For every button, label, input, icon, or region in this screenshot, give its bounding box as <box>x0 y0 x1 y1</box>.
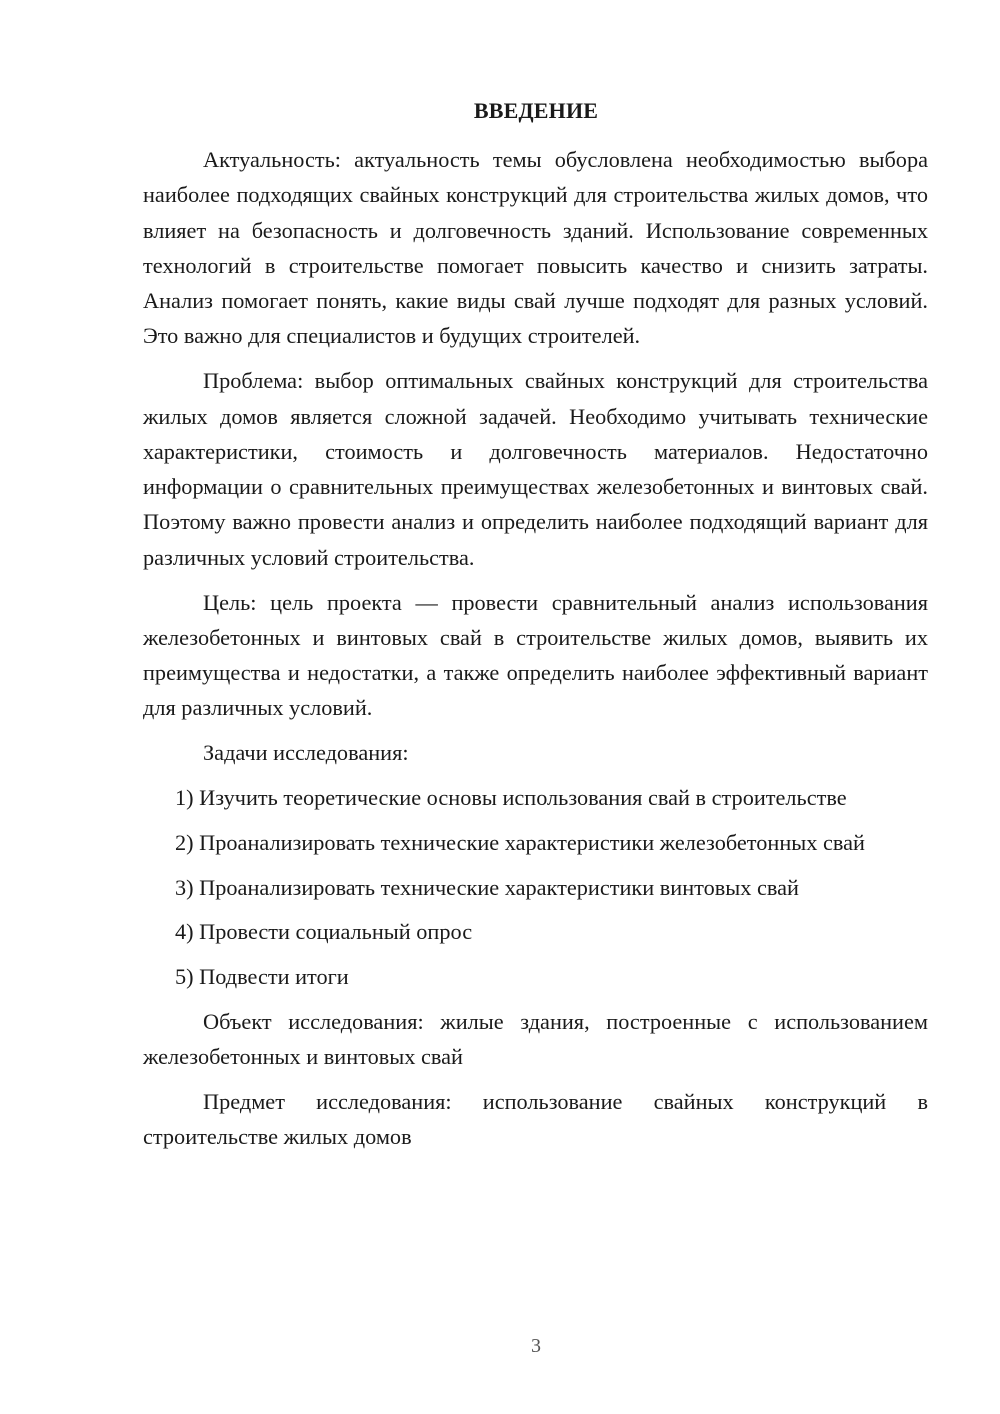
tasks-list <box>143 780 928 994</box>
list-item: 3) Проанализировать технические характеристики винтовых свай <box>175 874 799 900</box>
paragraph-goal: Цель: цель проекта — провести сравнительный анализ использования железобетонных и винтовых свай в строительстве жилых домов, выявить их преимущества и недостатки, а также определить наиболее эффективный вариант для различных условий. <box>143 589 928 721</box>
page-number: 3 <box>531 1335 541 1357</box>
paragraph-object: Объект исследования: жилые здания, построенные с использованием железобетонных и винтовых свай <box>143 1009 928 1070</box>
body-text <box>143 142 928 1164</box>
tasks-heading: Задачи исследования: <box>203 740 409 766</box>
list-item: 1) Изучить теоретические основы использования свай в строительстве <box>175 785 847 811</box>
list-item: 5) Подвести итоги <box>175 964 349 990</box>
paragraph-problem: Проблема: выбор оптимальных свайных конструкций для строительства жилых домов является сложной задачей. Необходимо учитывать технические характеристики, стоимость и долговечность материалов. Недостаточно информации о сравнительных преимуществах железобетонных и винтовых свай. Поэтому важно провести анализ и определить наиболее подходящий вариант для различных условий строительства. <box>143 368 928 570</box>
paragraph-relevance: Актуальность: актуальность темы обусловлена необходимостью выбора наиболее подходящих свайных конструкций для строительства жилых домов, что влияет на безопасность и долговечность зданий. Использование современных технологий в строительстве помогает повысить качество и снизить затраты. Анализ помогает понять, какие виды свай лучше подходят для разных условий. Это важно для специалистов и будущих строителей. <box>143 147 928 349</box>
section-heading: ВВЕДЕНИЕ <box>473 98 599 123</box>
paragraph-subject: Предмет исследования: использование свайных конструкций в строительстве жилых домов <box>143 1089 928 1150</box>
list-item: 4) Провести социальный опрос <box>175 919 473 945</box>
list-item: 2) Проанализировать технические характеристики железобетонных свай <box>175 829 865 855</box>
